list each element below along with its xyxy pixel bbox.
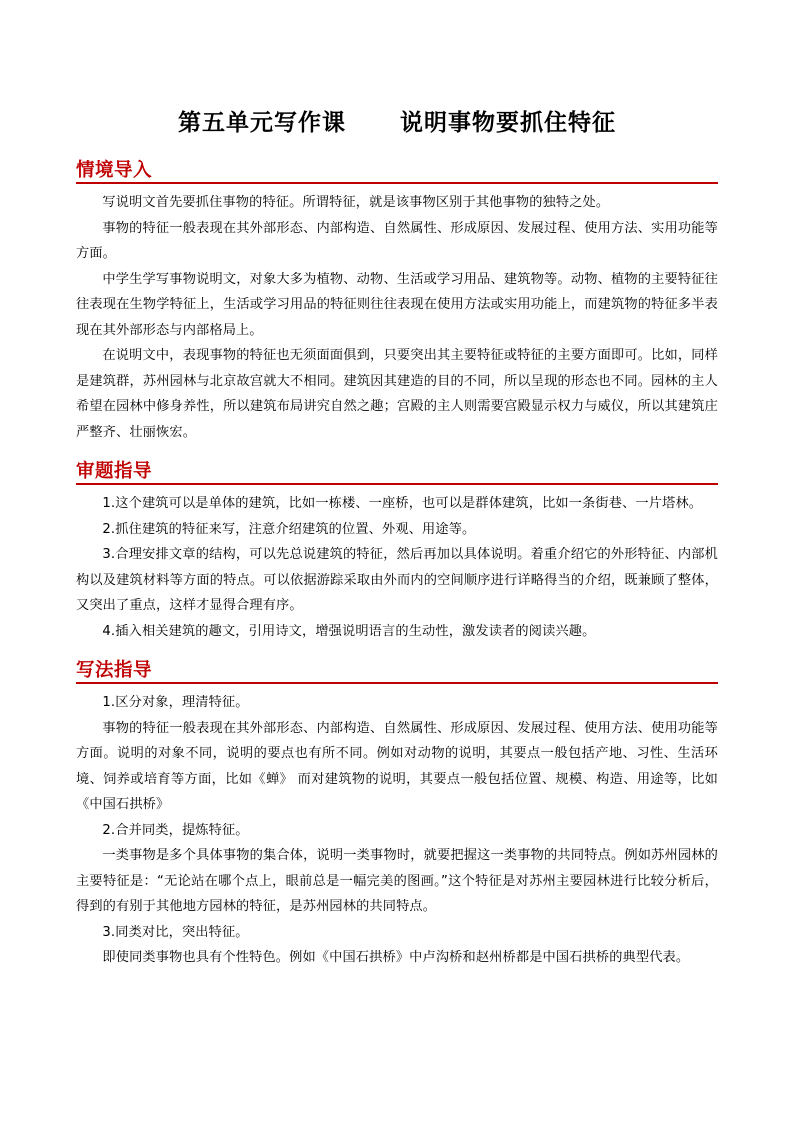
paragraph: 4.插入相关建筑的趣文，引用诗文，增强说明语言的生动性，激发读者的阅读兴趣。 <box>102 623 596 639</box>
section-intro <box>76 156 718 445</box>
page-title: 第五单元写作课 说明事物要抓住特征 <box>177 110 617 136</box>
section-writing-guidance <box>76 656 718 971</box>
paragraph: 1.区分对象，理清特征。 <box>102 695 249 710</box>
paragraph: 事物的特征一般表现在其外部形态、内部构造、自然属性、形成原因、发展过程、使用方法、使用功能等方面。说明的对象不同，说明的要点也有所不同。例如对动物的说明，其要点一般包括产地、习性、生活环境、饲养或培育等方面，比如《蝉》 而对建筑物的说明，其要点一般包括位置、规模、构造、用途等，比如《中国石拱桥》 <box>76 720 718 812</box>
paragraph: 在说明文中，表现事物的特征也无须面面俱到，只要突出其主要特征或特征的主要方面即可。比如，同样是建筑群，苏州园林与北京故宫就大不相同。建筑因其建造的目的不同，所以呈现的形态也不同。园林的主人希望在园林中修身养性，所以建筑布局讲究自然之趣；宫殿的主人则需要宫殿显示权力与威仪，所以其建筑庄严整齐、壮丽恢宏。 <box>76 348 718 440</box>
section-heading-label: 情境导入 <box>76 160 153 181</box>
document-page <box>76 96 718 971</box>
section-heading <box>76 656 718 684</box>
paragraph: 1.这个建筑可以是单体的建筑，比如一栋楼、一座桥，也可以是群体建筑，比如一条街巷、一片塔林。 <box>102 496 703 511</box>
paragraph: 2.抓住建筑的特征来写，注意介绍建筑的位置、外观、用途等。 <box>102 521 476 537</box>
paragraph: 3.同类对比，突出特征。 <box>102 924 249 940</box>
section-heading <box>76 156 718 184</box>
paragraph: 即使同类事物也具有个性特色。例如《中国石拱桥》中卢沟桥和赵州桥都是中国石拱桥的典型代表。 <box>102 950 690 965</box>
paragraph: 2.合并同类，提炼特征。 <box>102 822 249 838</box>
paragraph: 事物的特征一般表现在其外部形态、内部构造、自然属性、形成原因、发展过程、使用方法、实用功能等方面。 <box>76 220 718 261</box>
paragraph: 中学生学写事物说明文，对象大多为植物、动物、生活或学习用品、建筑物等。动物、植物的主要特征往往表现在生物学特征上，生活或学习用品的特征则往往表现在使用方法或实用功能上，而建筑物的特征多半表现在其外部形态与内部格局上。 <box>76 271 718 338</box>
section-heading <box>76 457 718 485</box>
paragraph: 3.合理安排文章的结构，可以先总说建筑的特征，然后再加以具体说明。着重介绍它的外形特征、内部机构以及建筑材料等方面的特点。可以依据游踪采取由外而内的空间顺序进行详略得当的介绍，既兼顾了整体，又突出了重点，这样才显得合理有序。 <box>76 547 718 613</box>
section-topic-guidance <box>76 457 718 644</box>
section-heading-label: 审题指导 <box>76 461 153 482</box>
paragraph: 写说明文首先要抓住事物的特征。所谓特征，就是该事物区别于其他事物的独特之处。 <box>102 195 610 210</box>
paragraph: 一类事物是多个具体事物的集合体，说明一类事物时，就要把握这一类事物的共同特点。例如苏州园林的主要特征是：“无论站在哪个点上，眼前总是一幅完美的图画。”这个特征是对苏州主要园林进行比较分析后，得到的有别于其他地方园林的特征，是苏州园林的共同特点。 <box>76 848 718 914</box>
section-heading-label: 写法指导 <box>76 660 153 681</box>
